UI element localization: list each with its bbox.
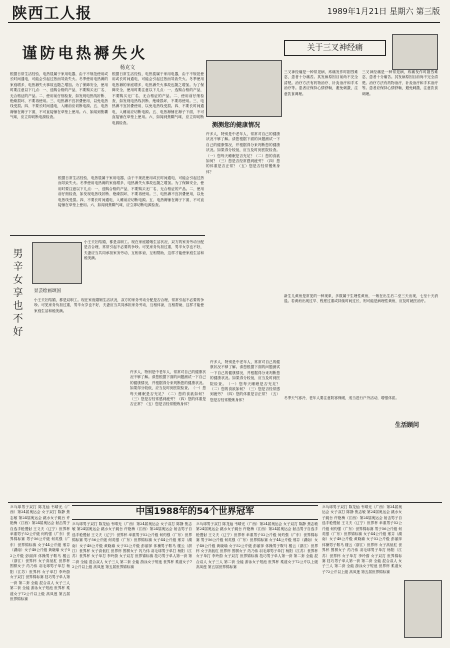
- article1-body-col2: 根据日常生活经验，电热毯属于家用电器，由于不规范使用或长时间通电，可能会引起过热而导致失火。冬季使用电热褥的家庭增多，电热褥失火事故也随之增加。为了保障安全，使用时要注意以下几点：一、选购合格的产品，不要购买无厂名、无合格证的产品。二、使用前仔细检查，如发现电热线折断、绝缘损坏，不要再使用。三、电热褥不宜折叠使用，以免电热线受损。四、不要长时间通电，入睡前应切断电源。五、电热褥铺在褥子下面，不可直接铺在草垫上使用。六、如闻到焦糊气味，应立即切断电源检查。: [112, 72, 204, 125]
- newspaper-title: 陕西工人报: [12, 4, 93, 22]
- right-body-col2: 三叉神经痛是一种常见病，疼痛发作时剧烈难忍，患者十分痛苦。其发病原因目前尚不完全清楚。治疗方法有药物治疗、针灸治疗和手术治疗等。患者应保持心情舒畅，避免刺激，注意饮食调理。: [362, 70, 438, 96]
- article1-body-col3: 根据日常生活经验，电热毯属于家用电器，由于不规范使用或长时间通电，可能会引起过热而导致失火。冬季使用电热褥的家庭增多，电热褥失火事故也随之增加。为了保障安全，使用时要注意以下几点：一、选购合格的产品，不要购买无厂名、无合格证的产品。二、使用前仔细检查，如发现电热线折断、绝缘损坏，不要再使用。三、电热褥不宜折叠使用，以免电热线受损。四、不要长时间通电，入睡前应切断电源。五、电热褥铺在褥子下面，不可直接铺在草垫上使用。六、如闻到焦糊气味，应立即切断电源检查。: [58, 176, 204, 208]
- right-bottom-body: 冬季天气寒冷，老年人要注意防寒保暖，适当进行户外活动，增强体质。: [284, 396, 399, 400]
- article1-body-col1: 根据日常生活经验，电热毯属于家用电器，由于不规范使用或长时间通电，可能会引起过热而导致失火。冬季使用电热褥的家庭增多，电热褥失火事故也随之增加。为了保障安全，使用时要注意以下几点：一、选购合格的产品，不要购买无厂名、无合格证的产品。二、使用前仔细检查，如发现电热线折断、绝缘损坏，不要再使用。三、电热褥不宜折叠使用，以免电热线受损。四、不要长时间通电，入睡前应切断电源。五、电热褥铺在褥子下面，不可直接铺在草垫上使用。六、如闻到焦糊气味，应立即切断电源检查。: [10, 72, 108, 120]
- bottom-list-col1: 乒乓球男子双打 陈龙灿 韦晴光（广西）第24届奥运会 女子双打 陈静 焦志敏 第24届奥运会 跳水女子跳台 许艳梅（江西）第24届奥运会 射击男子自选手枪慢射 王义夫（辽宁）世界杯 举重男子52公斤级 何灼强（广东）世界锦标赛 男子56公斤级 何英强（广东）世界锦标赛 女子44公斤级 邢芬（湖南）女子48公斤级 黄晓瑜 女子52公斤级 彭丽萍 体操男子鞍马 楼云（浙江）世界杯 女子高低杠 世界杯 围棋女子 芮乃伟 羽毛球男子单打 杨阳（江苏）世界杯 女子单打 李玲蔚 女子双打 世界锦标赛 技巧男子单人第一套 第二套 全能 混合双人 女子三人 第二套 全能 游泳女子短池 世界杯 柔道女子72公斤以上级 高凤莲 第五届世界锦标赛: [10, 505, 70, 601]
- bottom-banner: 中国1988年的54个世界冠军: [72, 505, 318, 520]
- health-test-logo: [206, 60, 282, 117]
- cartoon-illustration: [32, 242, 82, 284]
- bottom-list-col4: 乒乓球男子双打 陈龙灿 韦晴光（广西）第24届奥运会 女子双打 陈静 焦志敏 第24届奥运会 跳水女子跳台 许艳梅（江西）第24届奥运会 射击男子自选手枪慢射 王义夫（辽宁）世界杯 举重男子52公斤级 何灼强（广东）世界锦标赛 男子56公斤级 何英强（广东）世界锦标赛 女子44公斤级 邢芬（湖南）女子48公斤级 黄晓瑜 女子52公斤级 彭丽萍 体操男子鞍马 楼云（浙江）世界杯 女子高低杠 世界杯 围棋女子 芮乃伟 羽毛球男子单打 杨阳（江苏）世界杯 女子单打 李玲蔚 女子双打 世界锦标赛 技巧男子单人第一套 第二套 全能 混合双人 女子三人 第二套 全能 游泳女子短池 世界杯 柔道女子72公斤以上级 高凤莲 第五届世界锦标赛: [322, 505, 402, 574]
- article1-headline: 谨防电热褥失火: [22, 44, 149, 62]
- center-headline: 测测您的健康情况: [212, 122, 261, 129]
- masthead: [8, 2, 440, 23]
- column-badge-icon: [392, 34, 438, 70]
- right-headline-box: [284, 40, 386, 56]
- center-body-col2: 许多人，特别是中老年人，常常对自己的健康状况不够了解。请您根据下面的问题测试一下自己的健康情况，并根据得分来判断您的健康状况。如果得分较低，应当及时到医院检查。（一）您每天睡眠是否充足？（二）您的食欲如何？（三）您是否经常感到疲劳？（四）您的体重是否正常？（五）您是否经常锻炼身体？: [210, 360, 280, 402]
- issue-date: 1989年1月21日 星期六 第三版: [327, 7, 440, 16]
- right-mid-body: 新生儿黄疸是常见的一种现象，多数属于生理性黄疸，一般在出生后二至三天出现，七至十天消退。若黄疸出现过早、程度过重或持续时间过长，则可能是病理性黄疸，应及时就医治疗。: [284, 294, 438, 304]
- corner-illustration: [404, 580, 442, 638]
- right-body-col1: 三叉神经痛是一种常见病，疼痛发作时剧烈难忍，患者十分痛苦。其发病原因目前尚不完全清楚。治疗方法有药物治疗、针灸治疗和手术治疗等。患者应保持心情舒畅，避免刺激，注意饮食调理。: [284, 70, 358, 96]
- article2-body: 小王夫妇结婚，都是双职工。现在家庭婚姻生活状况，双方的家务劳动分配是否合理，常常引起不必要的争吵。可见家务负担过重，男辛女享也不好，夫妻应当共同承担家务劳动，互相体谅，互相帮助，这样才能使家庭生活和睦美满。: [34, 298, 204, 313]
- article1-byline: 杨克文: [120, 65, 136, 71]
- right-bottom-headline: 生活顾问: [395, 422, 420, 429]
- article2-vertical-title: 男辛女享也不好: [13, 249, 23, 338]
- divider: [10, 235, 205, 236]
- section-rule: [8, 502, 442, 503]
- bottom-list-col2: 乒乓球男子双打 陈龙灿 韦晴光（广西）第24届奥运会 女子双打 陈静 焦志敏 第24届奥运会 跳水女子跳台 许艳梅（江西）第24届奥运会 射击男子自选手枪慢射 王义夫（辽宁）世界杯 举重男子52公斤级 何灼强（广东）世界锦标赛 男子56公斤级 何英强（广东）世界锦标赛 女子44公斤级 邢芬（湖南）女子48公斤级 黄晓瑜 女子52公斤级 彭丽萍 体操男子鞍马 楼云（浙江）世界杯 女子高低杠 世界杯 围棋女子 芮乃伟 羽毛球男子单打 杨阳（江苏）世界杯 女子单打 李玲蔚 女子双打 世界锦标赛 技巧男子单人第一套 第二套 全能 混合双人 女子三人 第二套 全能 游泳女子短池 世界杯 柔道女子72公斤以上级 高凤莲 第五届世界锦标赛: [72, 522, 192, 570]
- right-headline: 关于三叉神经痛: [307, 43, 363, 52]
- center-body-col3: 许多人，特别是中老年人，常常对自己的健康状况不够了解。请您根据下面的问题测试一下自己的健康情况，并根据得分来判断您的健康状况。如果得分较低，应当及时到医院检查。（一）您每天睡眠是否充足？（二）您的食欲如何？（三）您是否经常感到疲劳？（四）您的体重是否正常？（五）您是否经常锻炼身体？: [130, 370, 206, 407]
- article2-body-cont: 小王夫妇结婚，都是双职工。现在家庭婚姻生活状况，双方的家务劳动分配是否合理，常常引起不必要的争吵。可见家务负担过重，男辛女享也不好，夫妻应当共同承担家务劳动，互相体谅，互相帮助，这样才能使家庭生活和睦美满。: [84, 240, 204, 261]
- bottom-list-col3: 乒乓球男子双打 陈龙灿 韦晴光（广西）第24届奥运会 女子双打 陈静 焦志敏 第24届奥运会 跳水女子跳台 许艳梅（江西）第24届奥运会 射击男子自选手枪慢射 王义夫（辽宁）世界杯 举重男子52公斤级 何灼强（广东）世界锦标赛 男子56公斤级 何英强（广东）世界锦标赛 女子44公斤级 邢芬（湖南）女子48公斤级 黄晓瑜 女子52公斤级 彭丽萍 体操男子鞍马 楼云（浙江）世界杯 女子高低杠 世界杯 围棋女子 芮乃伟 羽毛球男子单打 杨阳（江苏）世界杯 女子单打 李玲蔚 女子双打 世界锦标赛 技巧男子单人第一套 第二套 全能 混合双人 女子三人 第二套 全能 游泳女子短池 世界杯 柔道女子72公斤以上级 高凤莲 第五届世界锦标赛: [196, 522, 318, 570]
- cartoon-caption: 显芸绘画颂国: [34, 289, 61, 294]
- center-body-col1: 许多人，特别是中老年人，常常对自己的健康状况不够了解。请您根据下面的问题测试一下自己的健康情况，并根据得分来判断您的健康状况。如果得分较低，应当及时到医院检查。（一）您每天睡眠是否充足？（二）您的食欲如何？（三）您是否经常感到疲劳？（四）您的体重是否正常？（五）您是否经常锻炼身体？: [206, 132, 280, 174]
